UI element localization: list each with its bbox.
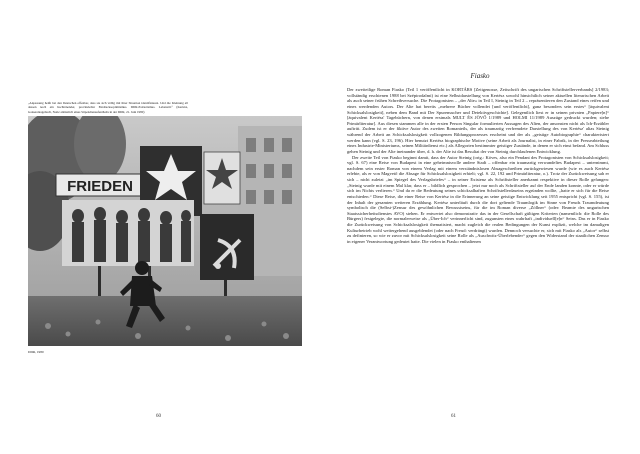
right-page (320, 0, 640, 454)
frieden-sign-text: FRIEDEN (67, 178, 133, 195)
paragraph: Der zweite Teil von Fiasko beginnt damit, dass der Autor Steinig (orig.: Köves, also ein Pendant des Protagonisten von Schicksalslosigkeit; vgl. S. 67) eine Reise von Budapest in eine geheimnisvolle andere Stadt – offenbar ein traumartig verwandeltes Budapest – unternimmt, nachdem sein erster Roman von einem Verlag mit einem verständnislosen Absageschreiben zurückgewiesen wurde (wie es auch Kertész erlebte, als er von Magvető die Absage für Schicksalslosigkeit erhielt; vgl. S. 22, 192 und Primärliteratur, o.). Trotz der Zurückweisung sah er sich – nicht zuletzt „im Spiegel des Verlagsbriefes“ – in seiner Existenz als Schriftsteller anerkannt respektive in dieser Rolle gefangen: „Steinig wurde mit einem Mal klar, dass er – bildlich gesprochen – jetzt nur noch als Schriftsteller auf der Ende landen konnte, oder er würde sich im Nichts verlieren.“ Und da er die Bedeutung seines schicksalhaften Schriftstellerdaseins ergründen wollte, „hatte er sich für die Reise entschieden.“ Diese Reise, die einer Reise von Kertész in die Erinnerung an seine geistige Entwicklung seit 1955 entspricht (vgl. S. 155), ist der Inhalt der gesamten weiteren Erzählung. Kertész unterläuft durch die dort geltende Traumlogik im Sinne von Freuds Traumdeutung symbolisch die (Selbst-)Zensur des gewöhnlichen Bewusstseins, für die im Roman diverse „Zöllner“ (oder: Beamte des ungarischen Staatssicherheitsdienstes AVO) stehen. Er entwertet also demonstrativ das in der Gesellschaft gültigen Kriterien (namentlich: die Rolle des Bürgers) festgelegte, die normalerweise als „Über-Ich“ verinnerlicht sind, zugunsten eines wahrhaft „individuell[e]n“ Seins. Das er in Fiasko die Zurückweisung von Schicksalslosigkeit thematisiert, macht zugleich die realen Bedingungen der Kunst explizit, welche im damaligen Kulturbetrieb wohl weitergehend ausgeblendet (oder nach Freud: verdrängt) wurden. Dennoch versuchte er, sich mit Fiasko als „Autor“ selbst zu definieren, so wie er zuvor mit Schicksalslosigkeit seine Rolle als „Auschwitz-Überlebender“ gegen den Widerstand der staatlichen Zensur in eigener Verantwortung gedeutet hatte. Die vielen in Fiasko enthaltenen (347, 154, 609, 244)
chapter-heading: Fiasko (470, 72, 490, 80)
photo-caption: DDR, 1980 (28, 350, 44, 354)
photo-epigraph: „Anpassung heißt bei den Deutschen offenbar, dass sie sich völlig mit ihrer Situation identifizieren. Und die Kleinung all dessen noch ein hochtönender, provinzieller Eindrucksoptimismus. DDR-Patriotismus. Lebenstil.“ (Kertész, Galeerentagebuch, Notiz anlässlich eines Sitpendienaufenthalts in der DDR, 21. Juni 1980) (28, 101, 188, 114)
body-text (347, 87, 609, 245)
page-number: 60 (156, 414, 161, 419)
page-number: 61 (451, 414, 456, 419)
ddr-street-photo (28, 116, 302, 346)
paragraph: Der zweiteilige Roman Fiasko (Teil 1 veröffentlicht in KORTÁRS [Zeitgenosse, Zeitschrift des ungarischen Schriftstellerverbands] 2/1983; vollständig erschienen 1988 bei Szépirodalmi) ist eine Selbstdarstellung von Kertész sowohl hinsichtlich seiner aktuellen literarischen Arbeit als auch seiner frühen Schreibversuche. Die Protagonisten – „der Alte« in Teil I, Steinig in Teil 2 – repräsentieren den Zustand eines reifen und eines werdenden Autors. Der Alte hat bereits „mehrere Bücher vollendet [und veröffentlicht], ganz besonders sein erstes“ [äquivalent Schicksalslosigkeit], neben dem Band mit Der Spurensucher und Detektivgeschichte]. Gelegentlich liest er in seinen privaten „Papiere[n]“ [äquivalent Kertész' Tagebüchern, von denen erstmals MULT ÉS JÖVŐ 1/1989 und HOLMI 11/1989 Auszüge gedruckt wurden; siehe Primärliteratur]. Aus diesen stammen alle in der ersten Person Singular formulierten Aussagen des Alten, der ansonsten nicht als Ich-Erzähler auftritt. Zudem ist er der fiktive Autor des zweiten Romanteils, der als traumartig verfremdete Darstellung des von Kertész' alias Steinig während der Arbeit an Schicksalslosigkeit vollzogenen Bildungsprozesses erscheint und der als „geistige Autobiographie“ charakterisiert werden kann (vgl. S. 23, 196). Hier benutzt Kertész biographische Motive (seine Arbeit als Journalist, in einer Fabrik, in der Presseabteilung eines Industrie-Ministeriums, seinen Militärdienst etc.) als Allegorien bestimmter geistiger Zustände, in denen er sich einst befand. Am Schluss gehen Steinig und der Alte ineinander über, d. h. der Alte ist das Resultat der von Steinig durchlaufenen Entwicklung. (347, 87, 609, 154)
